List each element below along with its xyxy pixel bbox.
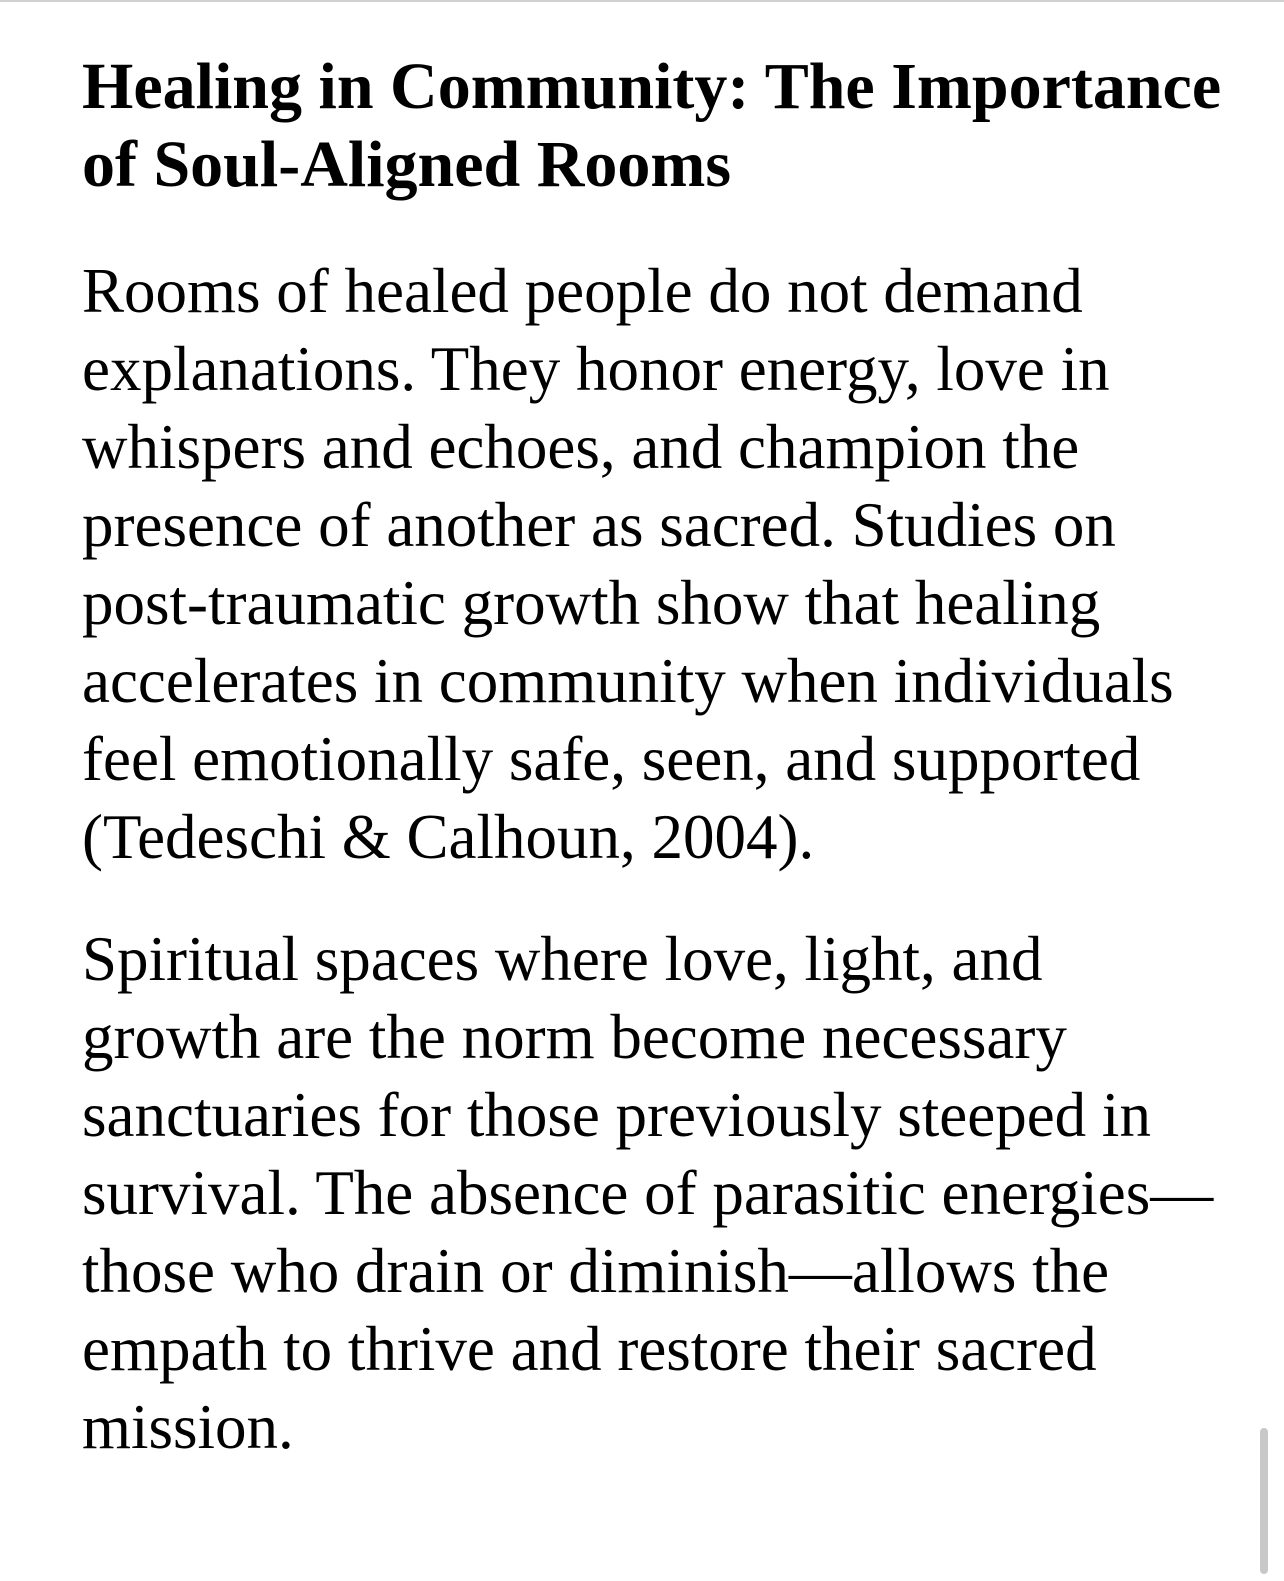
- article-body: [82, 48, 1222, 1466]
- article-title: Healing in Community: The Importance of Soul-Aligned Rooms: [82, 50, 1222, 201]
- scrollbar-thumb[interactable]: [1260, 1428, 1268, 1574]
- top-divider: [0, 0, 1284, 2]
- article-paragraph: Rooms of healed people do not demand explanations. They honor energy, love in whispers and echoes, and champion the presence of another as sacred. Studies on post-traumatic growth show that healing accelerates in community when individuals feel emotionally safe, seen, and supported (Tedeschi & Calhoun, 2004).: [82, 256, 1174, 872]
- article-paragraph: Spiritual spaces where love, light, and growth are the norm become necessary sanctuaries for those previously steeped in survival. The absence of parasitic energies—those who drain or diminish—allows the empath to thrive and restore their sacred mission.: [82, 924, 1214, 1462]
